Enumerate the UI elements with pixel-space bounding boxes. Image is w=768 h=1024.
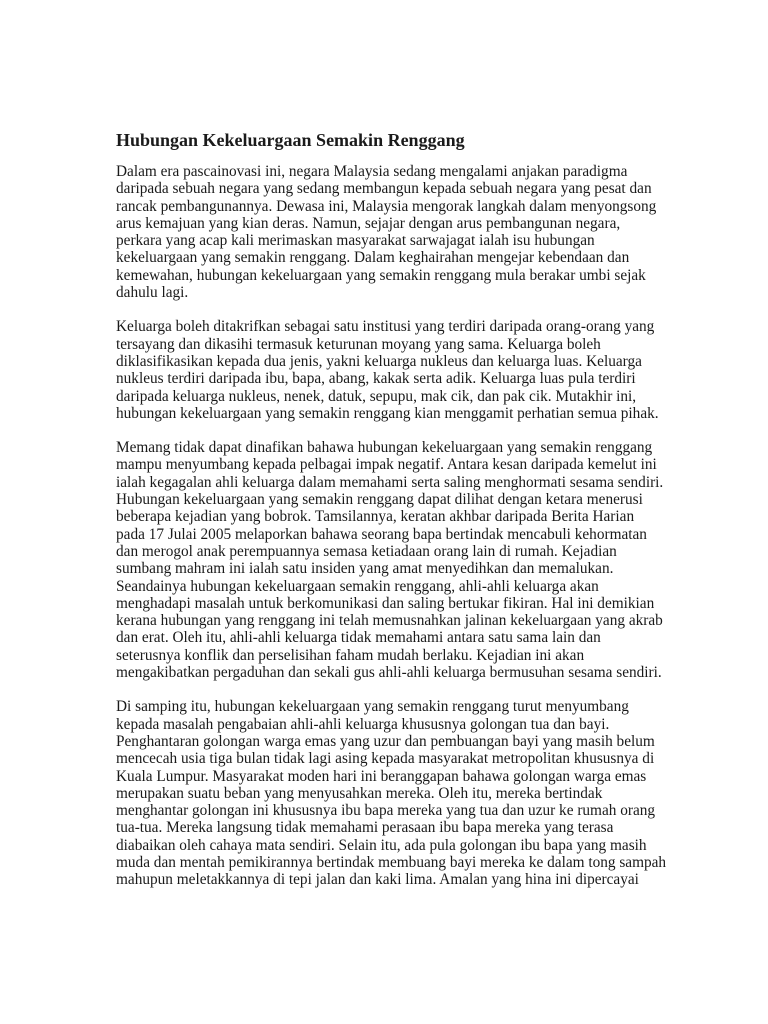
paragraph-line: kerana hubungan yang renggang ini telah memusnahkan jalinan kekeluargaan yang akrab bbox=[116, 612, 663, 630]
paragraph-line: Dalam era pascainovasi ini, negara Malaysia sedang mengalami anjakan paradigma bbox=[116, 163, 628, 180]
paragraph-line: merupakan suatu beban yang menyusahkan mereka. Oleh itu, mereka bertindak bbox=[116, 784, 603, 802]
paragraph-line: Di samping itu, hubungan kekeluargaan yang semakin renggang turut menyumbang bbox=[116, 698, 629, 716]
paragraph-line: seterusnya konflik dan perselisihan faham mudah berlaku. Kejadian ini akan bbox=[116, 646, 585, 664]
paragraph-line: sumbang mahram ini ialah satu insiden yang amat menyedihkan dan memalukan. bbox=[116, 560, 614, 578]
paragraph-line: kekeluargaan yang semakin renggang. Dalam keghairahan mengejar kebendaan dan bbox=[116, 249, 630, 267]
paragraph-line: kemewahan, hubungan kekeluargaan yang semakin renggang mula berakar umbi sejak bbox=[116, 266, 646, 284]
paragraph bbox=[116, 439, 664, 682]
paragraph-line: Kuala Lumpur. Masyarakat moden hari ini beranggapan bahawa golongan warga emas bbox=[116, 767, 647, 785]
paragraph-line: muda dan mentah pemikirannya bertindak membuang bayi mereka ke dalam tong sampah bbox=[116, 853, 667, 871]
paragraph-line: menghantar golongan ini khususnya ibu bapa mereka yang tua dan uzur ke rumah orang bbox=[116, 802, 656, 820]
paragraph-line: mencecah usia tiga bulan tidak lagi asing kepada masyarakat metropolitan khususnya di bbox=[116, 750, 655, 768]
paragraph-line: hubungan kekeluargaan yang semakin renggang kian menggamit perhatian semua pihak. bbox=[116, 404, 659, 422]
paragraph-line: kepada masalah pengabaian ahli-ahli keluarga khususnya golongan tua dan bayi. bbox=[116, 715, 610, 733]
paragraph-line: daripada keluarga nukleus, nenek, datuk, sepupu, mak cik, dan pak cik. Mutakhir ini, bbox=[116, 387, 637, 405]
paragraph-line: Hubungan kekeluargaan yang semakin renggang dapat dilihat dengan ketara menerusi bbox=[116, 491, 643, 509]
paragraph-line: beberapa kejadian yang bobrok. Tamsilannya, keratan akhbar daripada Berita Harian bbox=[116, 508, 635, 526]
paragraph-line: perkara yang acap kali merimaskan masyarakat sarwajagat ialah isu hubungan bbox=[116, 232, 595, 250]
paragraph-line: dahulu lagi. bbox=[116, 284, 189, 302]
paragraph bbox=[116, 318, 659, 422]
paragraph-line: tersayang dan dikasihi termasuk keturunan moyang yang sama. Keluarga boleh bbox=[116, 335, 601, 353]
paragraph-line: Penghantaran golongan warga emas yang uzur dan pembuangan bayi yang masih belum bbox=[116, 732, 655, 750]
paragraph-line: ialah kegagalan ahli keluarga dalam memahami serta saling menghormati sesama sendiri. bbox=[116, 473, 664, 491]
paragraph-line: dan erat. Oleh itu, ahli-ahli keluarga tidak memahami antara satu sama lain dan bbox=[116, 629, 601, 647]
document-page bbox=[116, 127, 667, 906]
paragraph bbox=[116, 698, 667, 889]
paragraph-line: diabaikan oleh cahaya mata sendiri. Selain itu, ada pula golongan ibu bapa yang masih bbox=[116, 836, 647, 854]
paragraph-line: menghadapi masalah untuk berkomunikasi dan saling bertukar fikiran. Hal ini demikian bbox=[116, 594, 655, 612]
paragraph-line: mengakibatkan pergaduhan dan sekali gus ahli-ahli keluarga bermusuhan sesama sendiri. bbox=[116, 664, 662, 682]
paragraph-line: pada 17 Julai 2005 melaporkan bahawa seorang bapa bertindak mencabuli kehormatan bbox=[116, 525, 647, 543]
paragraph-line: Keluarga boleh ditakrifkan sebagai satu institusi yang terdiri daripada orang-orang yang bbox=[116, 318, 655, 336]
paragraph-line: mampu menyumbang kepada pelbagai impak negatif. Antara kesan daripada kemelut ini bbox=[116, 456, 657, 474]
paragraph-line: arus kemajuan yang kian deras. Namun, sejajar dengan arus pembangunan negara, bbox=[116, 214, 621, 232]
document-body bbox=[116, 163, 667, 889]
paragraph-line: mahupun meletakkannya di tepi jalan dan kaki lima. Amalan yang hina ini dipercayai bbox=[116, 871, 639, 889]
document-title: Hubungan Kekeluargaan Semakin Renggang bbox=[116, 130, 465, 150]
paragraph bbox=[116, 163, 656, 301]
paragraph-line: daripada sebuah negara yang sedang membangun kepada sebuah negara yang pesat dan bbox=[116, 180, 652, 198]
paragraph-line: tua-tua. Mereka langsung tidak memahami perasaan ibu bapa mereka yang terasa bbox=[116, 819, 614, 837]
paragraph-line: rancak pembangunannya. Dewasa ini, Malaysia mengorak langkah dalam menyongsong bbox=[116, 197, 657, 215]
paragraph-line: diklasifikasikan kepada dua jenis, yakni keluarga nukleus dan keluarga luas. Keluarga bbox=[116, 352, 642, 370]
paragraph-line: dan merogol anak perempuannya semasa ketiadaan orang lain di rumah. Kejadian bbox=[116, 542, 617, 560]
paragraph-line: nukleus terdiri daripada ibu, bapa, abang, kakak serta adik. Keluarga luas pula terdiri bbox=[116, 370, 636, 388]
paragraph-line: Memang tidak dapat dinafikan bahawa hubungan kekeluargaan yang semakin renggang bbox=[116, 439, 653, 457]
paragraph-line: Seandainya hubungan kekeluargaan semakin renggang, ahli-ahli keluarga akan bbox=[116, 577, 599, 595]
